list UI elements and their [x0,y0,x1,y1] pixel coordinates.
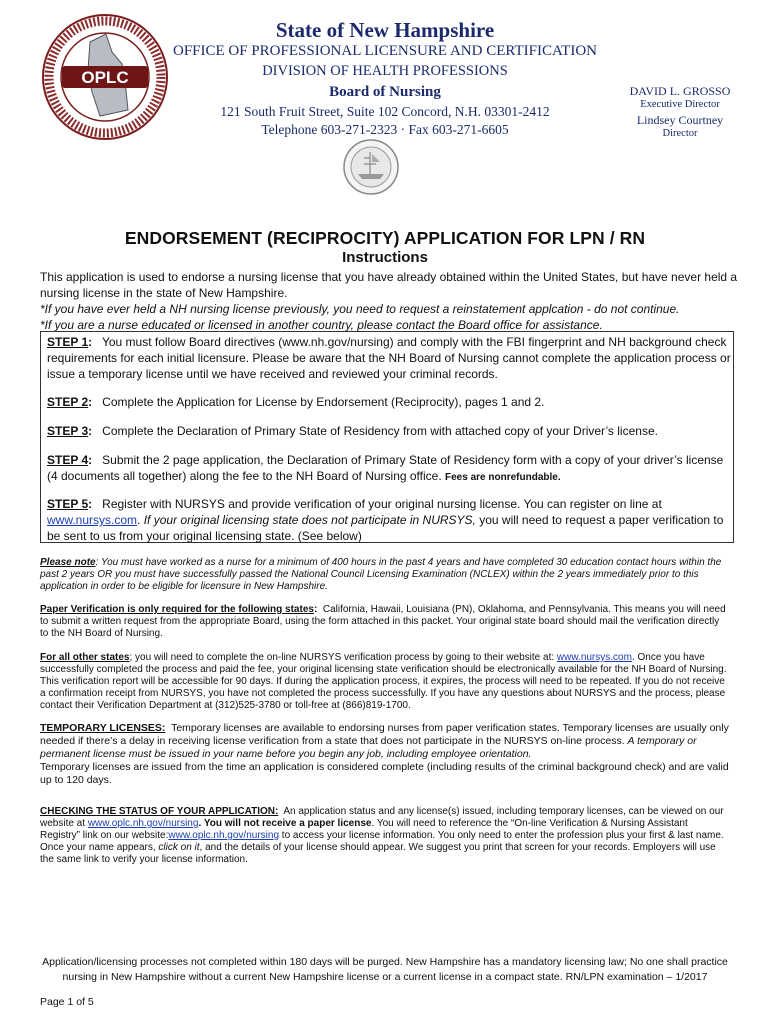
step-5: STEP 5: Register with NURSYS and provide verification of your original nursing license. You can register on line at www.nursys.com. If your original licensing state does not participate in NURSYS, you will need to request a paper verification to be sent to us from your original licensing state. (See below) [47,497,724,543]
board-address: 121 South Fruit Street, Suite 102 Concord, N.H. 03301-2412 [220,104,550,119]
staff-name: Lindsey Courtney [636,113,724,127]
intro-text: This application is used to endorse a nursing license that you have already obtained within the United States, but have never held a nursing license in the state of New Hampshire. [40,270,738,300]
step-text: Complete the Application for License by Endorsement (Reciprocity), pages 1 and 2. [102,395,545,409]
temporary-licenses-italic: A temporary or permanent license must be issued in your name before you begin any job, including employee orientation. [40,735,697,760]
logo-text: OPLC [81,68,129,87]
staff-role: Director [662,128,698,139]
temporary-licenses [40,722,730,787]
step-label: STEP 5 [47,497,89,511]
checking-status-label: CHECKING THE STATUS OF YOUR APPLICATION: [40,806,279,817]
please-note-text: : You must have worked as a nurse for a minimum of 400 hours in the past 4 years and have completed 30 education contact hours within the past 2 years OR you must have successfully passed the National Council Licensing Examination (NCLEX) within the 2 years immediately prior to this application in order to be eligible for licensure in New Hampshire. [40,557,722,592]
temporary-licenses-label: TEMPORARY LICENSES: [40,722,166,734]
page-number: Page 1 of 5 [40,996,94,1008]
step-label: STEP 4 [47,453,89,467]
step-label: STEP 3 [47,424,89,438]
no-paper-license: . You will not receive a paper license [198,818,372,829]
other-states-label: For all other states [40,652,130,663]
temporary-licenses-text-2: Temporary licenses are issued from the time an application is considered complete (including results of the criminal background check) and are valid up to 120 days. [40,761,729,786]
paper-verification-colon: : [313,604,318,615]
step-3: STEP 3: Complete the Declaration of Primary State of Residency from with attached copy of your Driver’s license. [47,424,658,438]
staff-executive-director [600,84,760,110]
steps-box [40,331,734,543]
step-2: STEP 2: Complete the Application for License by Endorsement (Reciprocity), pages 1 and 2. [47,395,545,409]
instructions-heading: Instructions [342,249,428,266]
oplc-link[interactable]: www.oplc.nh.gov/nursing [87,818,199,829]
checking-status-italic: click on it [158,842,200,853]
please-note-label: Please note [40,557,96,568]
nursys-link[interactable]: www.nursys.com [556,652,632,663]
letterhead [0,0,770,200]
intro-note-reinstatement: *If you have ever held a NH nursing license previously, you need to request a reinstatement applcation - do not continue. [40,302,680,316]
checking-status-text: An application status and any license(s) issued, including temporary licenses, can be viewed on our website at [40,806,724,829]
state-seal-icon [342,138,400,196]
step-4: STEP 4: Submit the 2 page application, the Declaration of Primary State of Residency form with a copy of your driver’s license (4 documents all together) along the fee to the NH Board of Nursing office. Fees are nonrefundable. [47,453,724,483]
step-1: STEP 1: You must follow Board directives (www.nh.gov/nursing) and comply with the FBI fingerprint and NH background check requirements for each initial licensure. Please be aware that the NH Board of Nursing cannot complete the application process or issue a temporary license until we have received and reviewed your criminal records. [47,335,731,381]
please-note [40,557,730,593]
other-states-text: ; you will need to complete the on-line NURSYS verification process by going to their website at: [129,652,555,663]
step-italic: If your original licensing state does not participate in NURSYS, [143,513,476,527]
checking-status [40,806,730,866]
paper-verification [40,604,730,640]
division-name: DIVISION OF HEALTH PROFESSIONS [262,63,508,79]
step-label: STEP 1 [47,335,89,349]
step-text: Complete the Declaration of Primary State of Residency from with attached copy of your Driver’s license. [102,424,658,438]
staff-director [600,113,760,139]
step-text: Submit the 2 page application, the Declaration of Primary State of Residency form with a copy of your driver’s license (4 documents all together) along the fee to the NH Board of Nursing office. [47,453,724,483]
fees-nonrefundable: Fees are nonrefundable. [445,472,561,483]
step-text-end: . [137,513,141,527]
staff-role: Executive Director [640,99,720,110]
step-text-rest: you will need to request a paper verification to be sent to us from your original licensing state. (See below) [47,513,724,543]
document-title: ENDORSEMENT (RECIPROCITY) APPLICATION FOR LPN / RN [124,228,646,248]
checking-status-text-3: to access your license information. You only need to enter the profession plus your first & last name. Once your name appears, [40,830,724,853]
office-name: OFFICE OF PROFESSIONAL LICENSURE AND CERTIFICATION [172,43,597,59]
paper-verification-text: California, Hawaii, Louisiana (PN), Oklahoma, and Pennsylvania. This means you will need to submit a written request from the appropriate Board, using the form attached in this packet. Your original state board should mail the verification directly to the NH Board of Nursing. [40,604,726,639]
temporary-licenses-text: Temporary licenses are available to endorsing nurses from paper verification states. Temporary licenses are usually only needed if there’s a delay in receiving license verification from a state that does not participate in the NURSYS on-line process. [40,722,729,747]
other-states-text-2: . Once you have successfully completed the process and paid the fee, your original licensing state verification should be electronically available for the NH Board of Nursing. This verification report will be accessible for 90 days. If during the application process, it expires, the process will need to be repeated. If you do not receive a confirmation receipt from NURSYS, you have not completed the process successfully. If you have any questions about NURSYS and the process, please contact their Verification Department at (312)525-3780 or toll-free at (866)819-1700. [40,652,727,711]
state-title: State of New Hampshire [275,18,495,42]
intro-note-foreign: *If you are a nurse educated or licensed in another country, please contact the Board office for assistance. [40,318,603,332]
intro-section [40,269,740,333]
paper-verification-label: Paper Verification is only required for the following states [40,604,314,615]
step-label: STEP 2 [47,395,89,409]
other-states [40,652,730,712]
checking-status-text-2: . You will need to reference the “On-line Verification & Nursing Assistant Registry” link on our website: [40,818,688,841]
nursys-link[interactable]: www.nursys.com [47,513,138,527]
footer-notice: Application/licensing processes not completed within 180 days will be purged. New Hampshire has a mandatory licensing law; No one shall practice nursing in New Hampshire without a current New Hampshire license or a current license in a compact state. RN/LPN examination – 1/2017 [42,956,728,983]
step-text: You must follow Board directives (www.nh.gov/nursing) and comply with the FBI fingerprint and NH background check requirements for each initial licensure. Please be aware that the NH Board of Nursing cannot complete the application process or issue a temporary license until we have received and reviewed your criminal records. [47,335,731,381]
checking-status-text-4: , and the details of your license should appear. We suggest you print that screen for your records. Employers will use the same link to verify your license information. [40,842,716,865]
oplc-link-2[interactable]: www.oplc.nh.gov/nursing [168,830,280,841]
board-phone: Telephone 603-271-2323 · Fax 603-271-6605 [261,122,509,137]
step-text: Register with NURSYS and provide verification of your original nursing license. You can register on line at [102,497,662,511]
board-name: Board of Nursing [329,84,441,100]
staff-name: DAVID L. GROSSO [629,84,731,98]
